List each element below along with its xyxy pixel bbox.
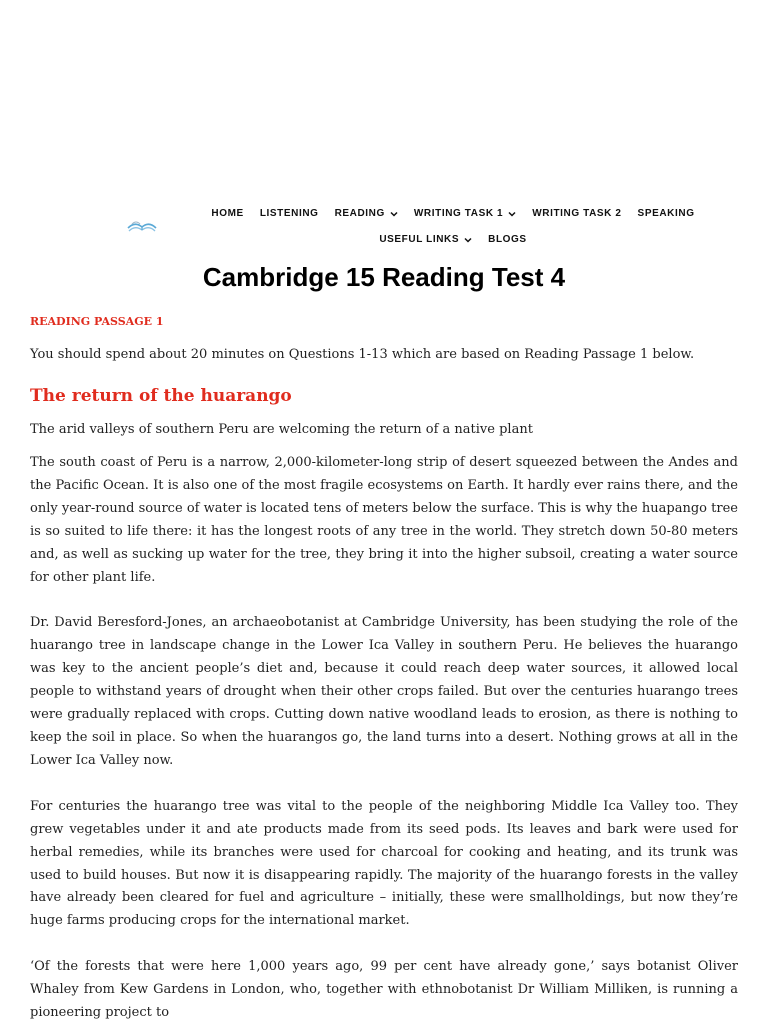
main-nav-row-2 [160,234,746,245]
passage-paragraph: The south coast of Peru is a narrow, 2,000-kilometer-long strip of desert squeezed between the Andes and the Pacific Ocean. It is also one of the most fragile ecosystems on Earth. It hardly ever rains there, and the only year-round source of water is located tens of meters below the surface. This is why the huapango tree is so suited to life there: it has the longest roots of any tree in the world. They stretch down 50-80 meters and, as well as sucking up water for the tree, they bring it into the higher subsoil, creating a water source for other plant life. [30,455,738,585]
nav-item-label: LISTENING [259,208,319,219]
nav-item-writing-task-2[interactable] [532,208,621,219]
chevron-down-icon [508,210,516,218]
passage-heading: The return of the huarango [30,386,292,406]
passage-paragraph: ‘Of the forests that were here 1,000 years ago, 99 per cent have already gone,’ says botanist Oliver Whaley from Kew Gardens in London, who, together with ethnobotanist Dr William Milliken, is running a pioneering project to [30,959,738,1021]
open-book-logo[interactable] [126,216,158,234]
passage-paragraph: Dr. David Beresford-Jones, an archaeobotanist at Cambridge University, has been studying the role of the huarango tree in landscape change in the Lower Ica Valley in southern Peru. He believes the huarango was key to the ancient people’s diet and, because it could reach deep water sources, it allowed local people to withstand years of drought when their other crops failed. But over the centuries huarango trees were gradually replaced with crops. Cutting down native woodland leads to erosion, as there is nothing to keep the soil in place. So when the huarangos go, the land turns into a desert. Nothing grows at all in the Lower Ica Valley now. [30,615,738,768]
nav-item-label: USEFUL LINKS [379,234,460,245]
nav-item-writing-task-1[interactable] [414,208,516,219]
main-nav-row-1 [160,208,746,219]
instructions-text: You should spend about 20 minutes on Questions 1-13 which are based on Reading Passage 1 below. [30,347,695,362]
article-content [30,314,738,1025]
nav-item-label: BLOGS [488,234,527,245]
nav-item-label: SPEAKING [637,208,695,219]
nav-item-home[interactable] [211,208,243,219]
nav-item-useful-links[interactable] [379,234,472,245]
page-title: Cambridge 15 Reading Test 4 [202,262,566,292]
passage-subtitle: The arid valleys of southern Peru are welcoming the return of a native plant [30,422,533,437]
nav-item-blogs[interactable] [488,234,527,245]
nav-item-label: HOME [211,208,244,219]
nav-item-label: WRITING TASK 1 [413,208,504,219]
passage-paragraph: For centuries the huarango tree was vital to the people of the neighboring Middle Ica Valley too. They grew vegetables under it and ate products made from its seed pods. Its leaves and bark were used for herbal remedies, while its branches were used for charcoal for cooking and heating, and its trunk was used to build houses. But now it is disappearing rapidly. The majority of the huarango forests in the valley have already been cleared for fuel and agriculture – initially, these were smallholdings, but now they’re huge farms producing crops for the international market. [30,798,738,929]
nav-item-listening[interactable] [260,208,319,219]
nav-item-label: READING [334,208,385,219]
nav-item-reading[interactable] [335,208,398,219]
chevron-down-icon [390,210,398,218]
nav-item-speaking[interactable] [638,208,695,219]
passage-label: READING PASSAGE 1 [30,315,164,328]
chevron-down-icon [464,236,472,244]
nav-item-label: WRITING TASK 2 [532,208,622,219]
